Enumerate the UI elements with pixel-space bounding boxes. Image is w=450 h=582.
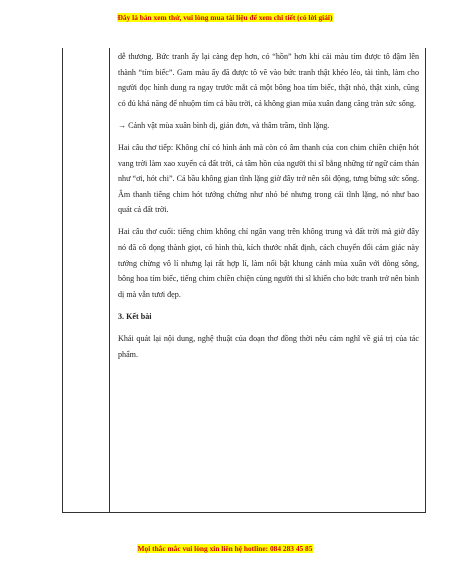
paragraph-conclusion: Khái quát lại nội dung, nghệ thuật của đoạn thơ đồng thời nêu cảm nghĩ về giá trị của tác phẩm. <box>118 334 419 359</box>
section-heading-conclusion: 3. Kết bài <box>118 311 152 321</box>
document-table <box>62 48 426 513</box>
hotline-banner <box>0 544 450 553</box>
paragraph-next-lines: Hai câu thơ tiếp: Không chỉ có hình ảnh mà còn có âm thanh của con chim chiền chiện hót vang trời làm xao xuyến cả đất trời, cả tâm hồn của người thi sĩ bằng những từ ngữ cảm thán như “ơi, hót chi”. Cả bầu không gian tĩnh lặng giờ đây trở nên sôi động, tưng bừng sức sống. Âm thanh tiếng chim hót tưởng chừng như nhỏ bé nhưng trong cái tĩnh lặng, nó như bao quát cả đất trời. <box>118 142 419 215</box>
column-divider <box>109 48 110 512</box>
paragraph-final-lines: Hai câu thơ cuối: tiếng chim không chỉ ngân vang trên không trung và đất trời mà giờ đây nó đã cô đọng thành giọt, có hình thù, kích thước nhất định, cách chuyển đổi cảm giác này tưởng chừng vô lí nhưng lại rất hợp lí, làm nổi bật khung cảnh mùa xuân với dòng sông, bông hoa tím biếc, tiếng chim chiền chiện cùng người thi sĩ khiến cho bức tranh trở nên bình dị mà vẫn tươi đẹp. <box>118 227 419 299</box>
paragraph-color-description: dễ thương. Bức tranh ấy lại càng đẹp hơn, có “hồn” hơn khi cái màu tím được tô đậm lên thành “tím biếc”. Gam màu ấy đã được tô vẽ vào bức tranh thật khéo léo, tài tình, làm cho người đọc hình dung ra ngay trước mắt cả một bông hoa tím biếc, thật nhỏ, thật xinh, cũng có đủ khả năng để nhuộm tím cả bầu trời, cả không gian mùa xuân đang căng tràn sức sống. <box>118 52 419 108</box>
preview-notice-text: Đây là bản xem thử, vui lòng mua tài liệu để xem chi tiết (có lời giải) <box>117 13 333 22</box>
hotline-text: Mọi thắc mắc vui lòng xin liên hệ hotline: 084 283 45 85 <box>137 544 313 553</box>
preview-notice-banner <box>0 13 450 22</box>
paragraph-scene-summary: → Cảnh vật mùa xuân bình dị, giản đơn, và thâm trầm, tĩnh lặng. <box>118 120 330 130</box>
answer-content <box>118 49 419 369</box>
